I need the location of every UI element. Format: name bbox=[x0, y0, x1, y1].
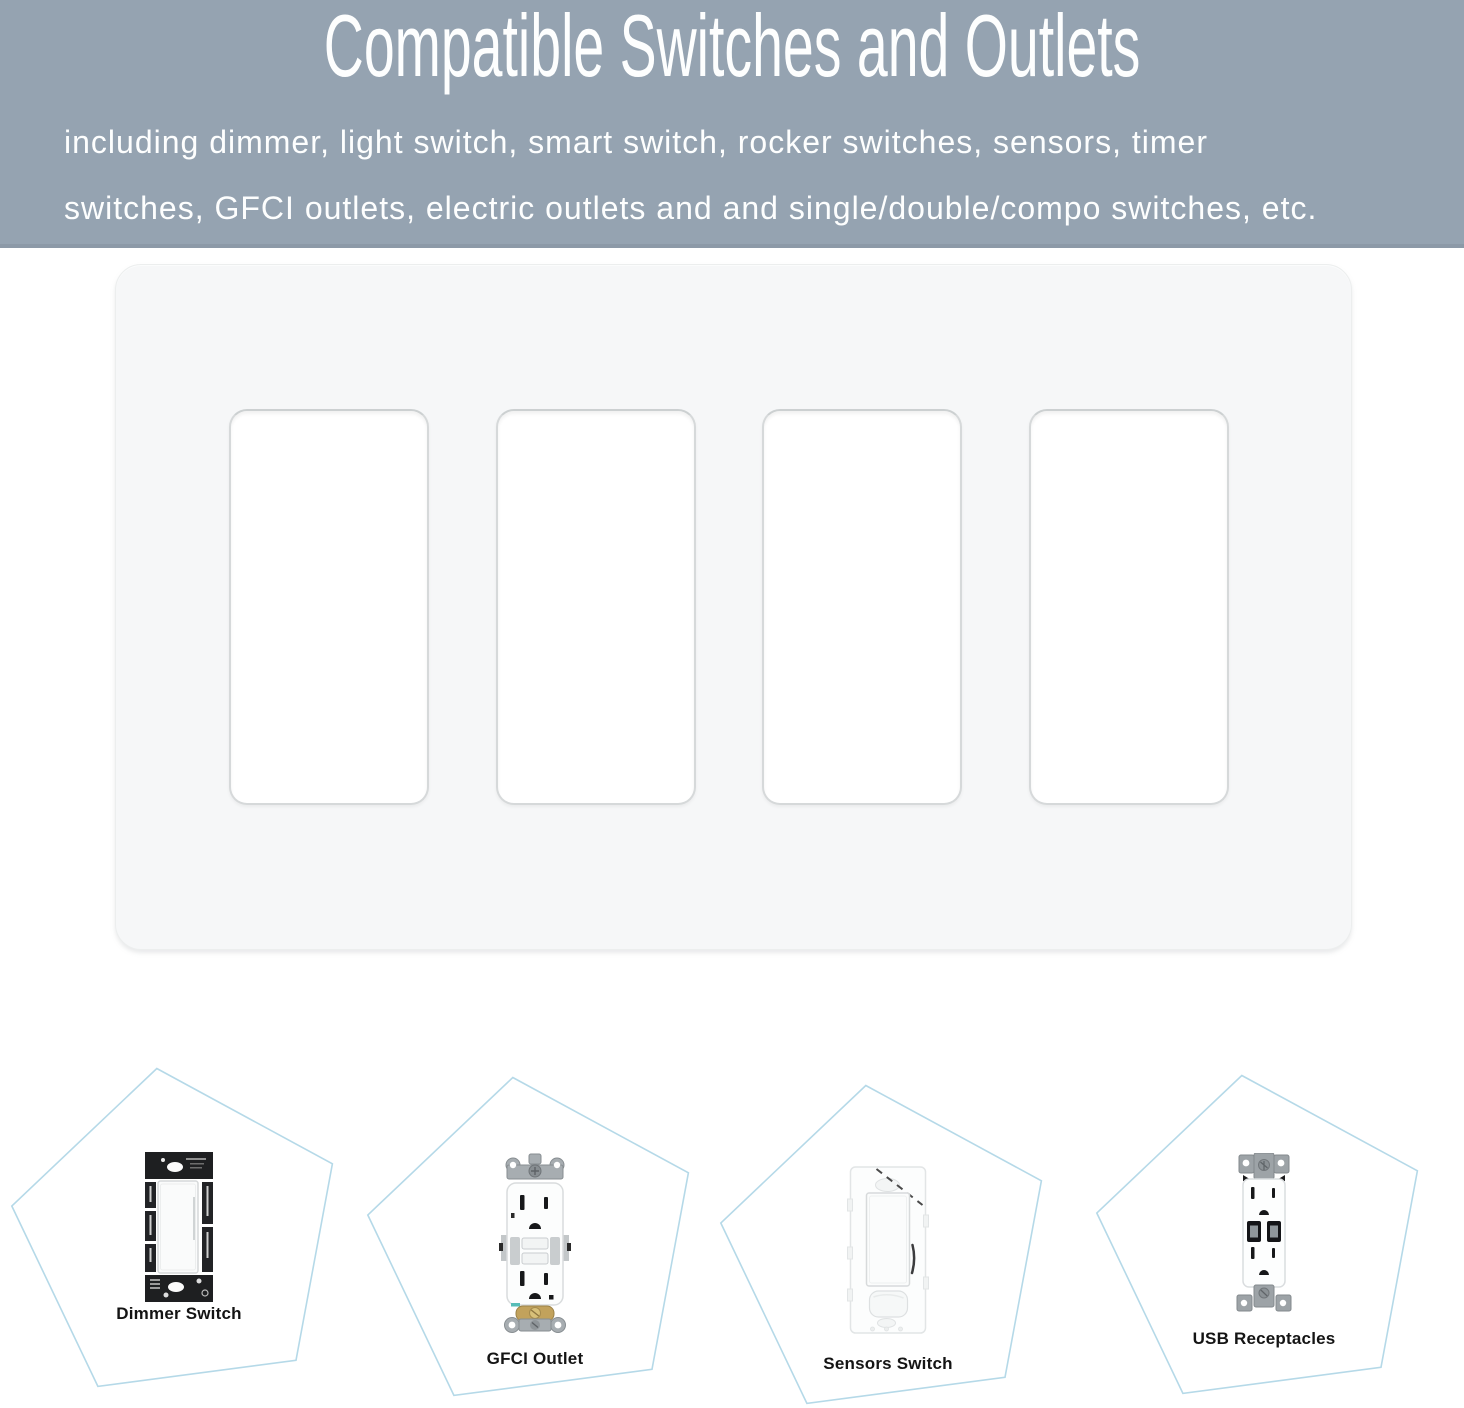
item-label-usb-receptacles: USB Receptacles bbox=[1192, 1329, 1336, 1348]
description-line-2: switches, GFCI outlets, electric outlets and and single/double/compo switches, etc. bbox=[64, 190, 1318, 226]
wallplate-cutout-4 bbox=[1029, 409, 1229, 805]
compat-item-gfci-outlet bbox=[355, 1066, 715, 1408]
compat-item-dimmer-switch bbox=[0, 1057, 359, 1408]
wallplate-cutout-3 bbox=[762, 409, 962, 805]
wall-plate bbox=[115, 264, 1352, 950]
gfci-outlet-icon bbox=[499, 1153, 571, 1335]
header-banner bbox=[0, 0, 1464, 248]
sensor-switch-icon bbox=[844, 1165, 933, 1336]
item-label-gfci-outlet: GFCI Outlet bbox=[486, 1349, 584, 1368]
item-label-sensors-switch: Sensors Switch bbox=[823, 1354, 953, 1373]
dimmer-switch-icon bbox=[142, 1152, 216, 1302]
description-line-1: including dimmer, light switch, smart switch, rocker switches, sensors, timer bbox=[64, 124, 1208, 160]
item-label-dimmer-switch: Dimmer Switch bbox=[116, 1304, 242, 1323]
compat-item-usb-receptacles bbox=[1084, 1064, 1444, 1408]
usb-receptacle-icon bbox=[1235, 1153, 1293, 1318]
compat-item-sensors-switch bbox=[708, 1074, 1068, 1408]
title-wrap bbox=[0, 0, 1464, 95]
wallplate-cutout-2 bbox=[496, 409, 696, 805]
page-title: Compatible Switches and Outlets bbox=[323, 0, 1141, 95]
wallplate-cutout-1 bbox=[229, 409, 429, 805]
